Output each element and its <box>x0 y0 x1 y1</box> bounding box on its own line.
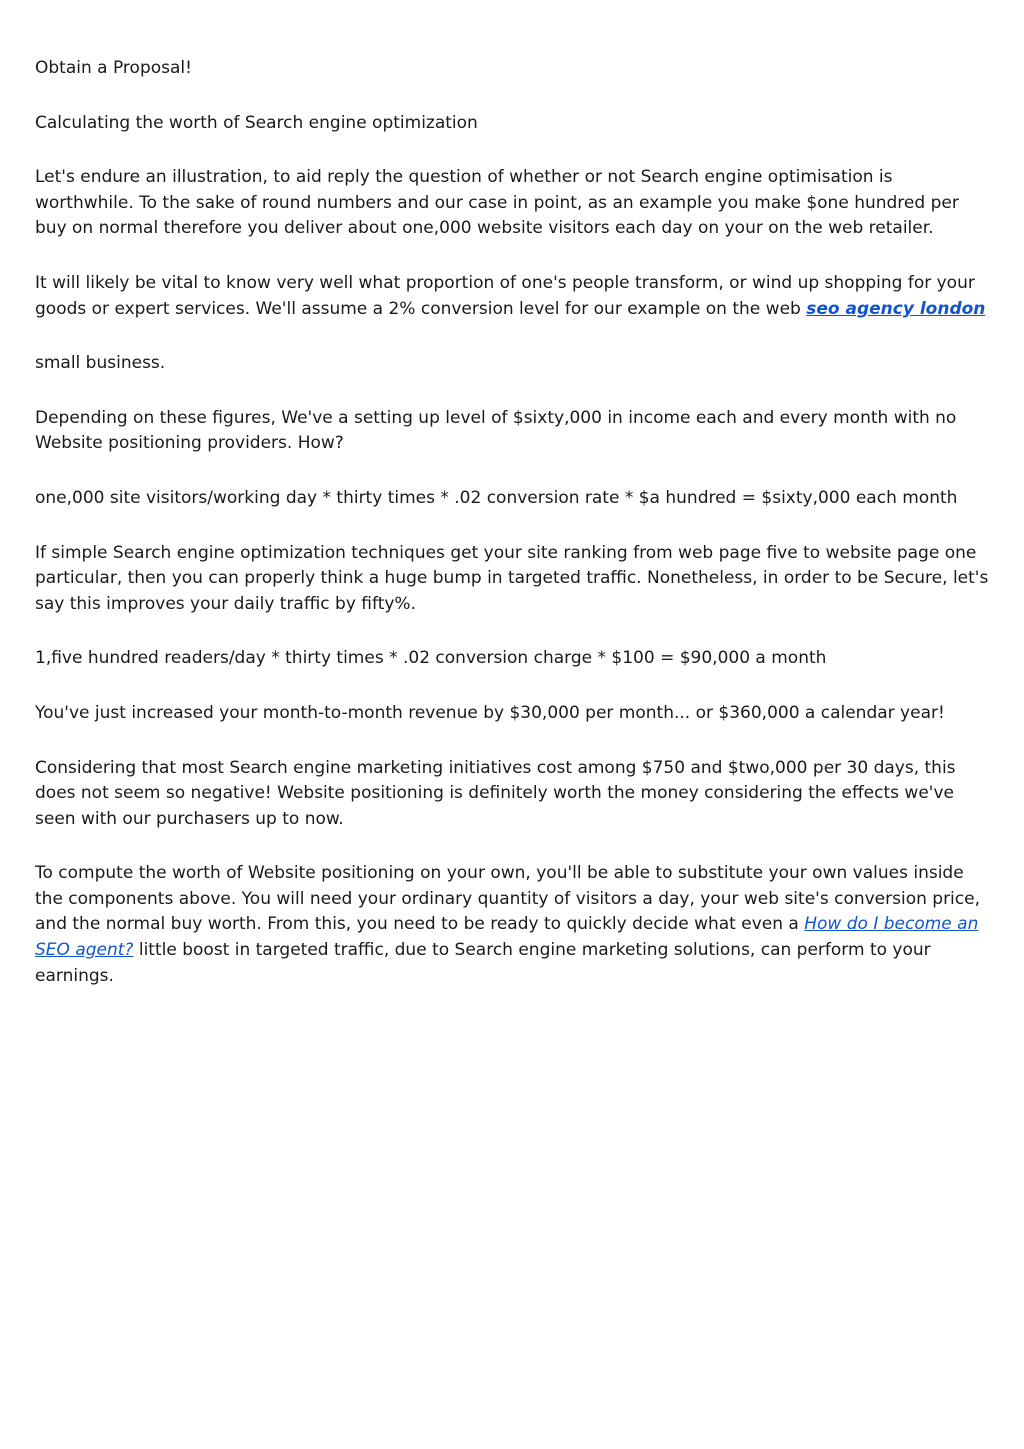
paragraph-6: If simple Search engine optimization techniques get your site ranking from web page five to website page one particular, then you can properly think a huge bump in targeted traffic. Nonetheless, in order to be Secure, let's say this improves your daily traffic by fifty%. <box>35 542 989 614</box>
paragraph-10-text-before: To compute the worth of Website positioning on your own, you'll be able to substitute your own values inside the components above. You will need your ordinary quantity of visitors a day, your web site's conversion price, and the normal buy worth. From this, you need to be ready to quickly decide what even a <box>35 863 980 935</box>
paragraph-9: Considering that most Search engine marketing initiatives cost among $750 and $two,000 per 30 days, this does not seem so negative! Website positioning is definitely worth the money considering the effects we've seen with our purchasers up to now. <box>35 757 956 829</box>
paragraph-1: Let's endure an illustration, to aid reply the question of whether or not Search engine optimisation is worthwhile. To the sake of round numbers and our case in point, as an example you make $one hundred per buy on normal therefore you deliver about one,000 website visitors each day on your on the web retailer. <box>35 167 959 239</box>
heading: Obtain a Proposal! <box>35 58 192 78</box>
seo-agency-london-link[interactable]: seo agency london <box>806 298 986 319</box>
formula-improved: 1,five hundred readers/day * thirty times * .02 conversion charge * $100 = $90,000 a month <box>35 648 827 669</box>
paragraph-3: small business. <box>35 353 166 374</box>
document-body <box>35 56 990 1018</box>
formula-baseline: one,000 site visitors/working day * thirty times * .02 conversion rate * $a hundred = $sixty,000 each month <box>35 487 958 508</box>
paragraph-10 <box>35 861 990 989</box>
subheading: Calculating the worth of Search engine optimization <box>35 112 478 133</box>
paragraph-8: You've just increased your month-to-month revenue by $30,000 per month... or $360,000 a calendar year! <box>35 702 945 723</box>
paragraph-10-text-after: little boost in targeted traffic, due to Search engine marketing solutions, can perform to your earnings. <box>35 940 931 986</box>
paragraph-4: Depending on these figures, We've a setting up level of $sixty,000 in income each and every month with no Website positioning providers. How? <box>35 407 957 454</box>
paragraph-2-text: It will likely be vital to know very well what proportion of one's people transform, or wind up shopping for your goods or expert services. We'll assume a 2% conversion level for our example on the web <box>35 272 975 319</box>
paragraph-2 <box>35 271 990 322</box>
become-seo-agent-link[interactable]: How do I become an SEO agent? <box>35 914 979 961</box>
